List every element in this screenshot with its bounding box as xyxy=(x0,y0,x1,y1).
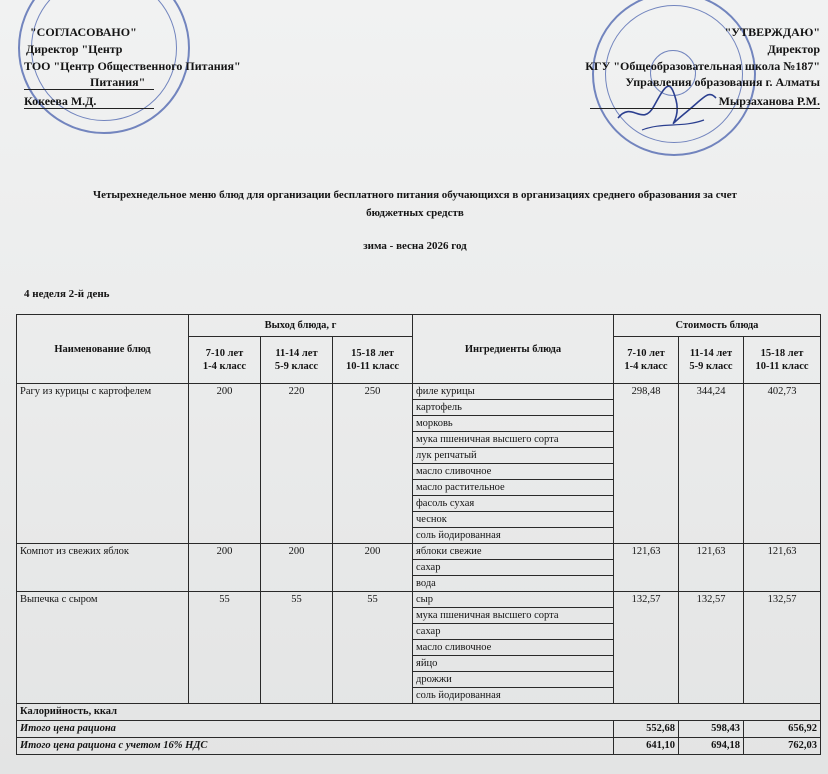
document-title-line1: Четырехнедельное меню блюд для организации бесплатного питания обучающихся в организациях среднего образования за счет xyxy=(93,189,737,201)
header-cost-group-3 xyxy=(744,337,821,384)
approved-right-line1: Директор xyxy=(767,42,820,56)
group-grade-label: 5-9 класс xyxy=(689,361,733,372)
dish-cost: 344,24 xyxy=(679,384,744,544)
approved-left-signer: Кокеева М.Д. xyxy=(24,94,154,109)
dish-cost: 121,63 xyxy=(614,544,679,592)
group-age-label: 11-14 лет xyxy=(689,348,733,359)
dish-cost: 402,73 xyxy=(744,384,821,544)
ingredient-name: масло сливочное xyxy=(413,464,614,480)
total-value: 762,03 xyxy=(744,738,821,755)
group-grade-label: 10-11 класс xyxy=(755,361,809,372)
ingredient-name: сахар xyxy=(413,624,614,640)
total-row xyxy=(17,721,821,738)
header-ingredients: Ингредиенты блюда xyxy=(413,315,614,384)
header-cost-group-2 xyxy=(679,337,744,384)
group-grade-label: 1-4 класс xyxy=(624,361,668,372)
approved-right-line3: Управления образования г. Алматы xyxy=(625,75,820,89)
total-value: 694,18 xyxy=(679,738,744,755)
dish-yield: 220 xyxy=(261,384,333,544)
dish-cost: 298,48 xyxy=(614,384,679,544)
header-cost: Стоимость блюда xyxy=(614,315,821,337)
approved-left-line2: ТОО "Центр Общественного Питания" xyxy=(24,59,241,73)
group-age-label: 7-10 лет xyxy=(627,348,665,359)
group-grade-label: 1-4 класс xyxy=(202,361,247,372)
approved-right-line2: КГУ "Общеобразовательная школа №187" xyxy=(585,59,820,73)
dish-yield: 55 xyxy=(189,592,261,704)
ingredient-name: соль йодированная xyxy=(413,528,614,544)
total-value: 656,92 xyxy=(744,721,821,738)
ingredient-name: соль йодированная xyxy=(413,688,614,704)
ingredient-name: лук репчатый xyxy=(413,448,614,464)
header-cost-group-1 xyxy=(614,337,679,384)
group-age-label: 11-14 лет xyxy=(275,348,318,359)
ingredient-name: фасоль сухая xyxy=(413,496,614,512)
table-row xyxy=(17,592,821,608)
ingredient-name: сыр xyxy=(413,592,614,608)
calories-row xyxy=(17,704,821,721)
dish-cost: 132,57 xyxy=(744,592,821,704)
table-row xyxy=(17,544,821,560)
ingredient-name: филе курицы xyxy=(413,384,614,400)
total-value: 598,43 xyxy=(679,721,744,738)
total-label: Итого цена рациона с учетом 16% НДС xyxy=(17,738,614,755)
ingredient-name: сахар xyxy=(413,560,614,576)
group-grade-label: 5-9 класс xyxy=(274,361,319,372)
dish-name: Рагу из курицы с картофелем xyxy=(17,384,189,544)
ingredient-name: картофель xyxy=(413,400,614,416)
header-yield-group-1 xyxy=(189,337,261,384)
approved-left-heading: "СОГЛАСОВАНО" xyxy=(30,25,137,39)
dish-cost: 121,63 xyxy=(744,544,821,592)
approved-left-line3: Питания" xyxy=(24,75,154,90)
dish-yield: 200 xyxy=(189,544,261,592)
dish-yield: 200 xyxy=(333,544,413,592)
approved-right-signer: Мырзаханова Р.М. xyxy=(590,94,820,109)
ingredient-name: масло растительное xyxy=(413,480,614,496)
approved-right-heading: "УТВЕРЖДАЮ" xyxy=(724,25,820,39)
ingredient-name: вода xyxy=(413,576,614,592)
dish-yield: 200 xyxy=(189,384,261,544)
dish-yield: 55 xyxy=(261,592,333,704)
group-grade-label: 10-11 класс xyxy=(345,361,400,372)
header-yield-group-3 xyxy=(333,337,413,384)
dish-cost: 121,63 xyxy=(679,544,744,592)
ingredient-name: яблоки свежие xyxy=(413,544,614,560)
dish-cost: 132,57 xyxy=(679,592,744,704)
document-title-line2: бюджетных средств xyxy=(366,207,464,219)
dish-yield: 200 xyxy=(261,544,333,592)
dish-cost: 132,57 xyxy=(614,592,679,704)
group-age-label: 15-18 лет xyxy=(760,348,804,359)
group-age-label: 7-10 лет xyxy=(205,348,244,359)
approved-left-line1: Директор "Центр xyxy=(26,42,123,56)
table-row xyxy=(17,384,821,400)
ingredient-name: масло сливочное xyxy=(413,640,614,656)
menu-table xyxy=(16,314,821,755)
ingredient-name: мука пшеничная высшего сорта xyxy=(413,432,614,448)
week-day-label: 4 неделя 2-й день xyxy=(24,288,110,300)
dish-name: Выпечка с сыром xyxy=(17,592,189,704)
group-age-label: 15-18 лет xyxy=(351,348,394,359)
header-dish: Наименование блюд xyxy=(17,315,189,384)
ingredient-name: дрожжи xyxy=(413,672,614,688)
total-label: Итого цена рациона xyxy=(17,721,614,738)
ingredient-name: яйцо xyxy=(413,656,614,672)
ingredient-name: чеснок xyxy=(413,512,614,528)
header-yield: Выход блюда, г xyxy=(189,315,413,337)
total-value: 641,10 xyxy=(614,738,679,755)
ingredient-name: мука пшеничная высшего сорта xyxy=(413,608,614,624)
dish-yield: 250 xyxy=(333,384,413,544)
total-value: 552,68 xyxy=(614,721,679,738)
season-label: зима - весна 2026 год xyxy=(363,240,467,252)
dish-name: Компот из свежих яблок xyxy=(17,544,189,592)
ingredient-name: морковь xyxy=(413,416,614,432)
header-yield-group-2 xyxy=(261,337,333,384)
dish-yield: 55 xyxy=(333,592,413,704)
total-row xyxy=(17,738,821,755)
calories-label: Калорийность, ккал xyxy=(17,704,821,721)
